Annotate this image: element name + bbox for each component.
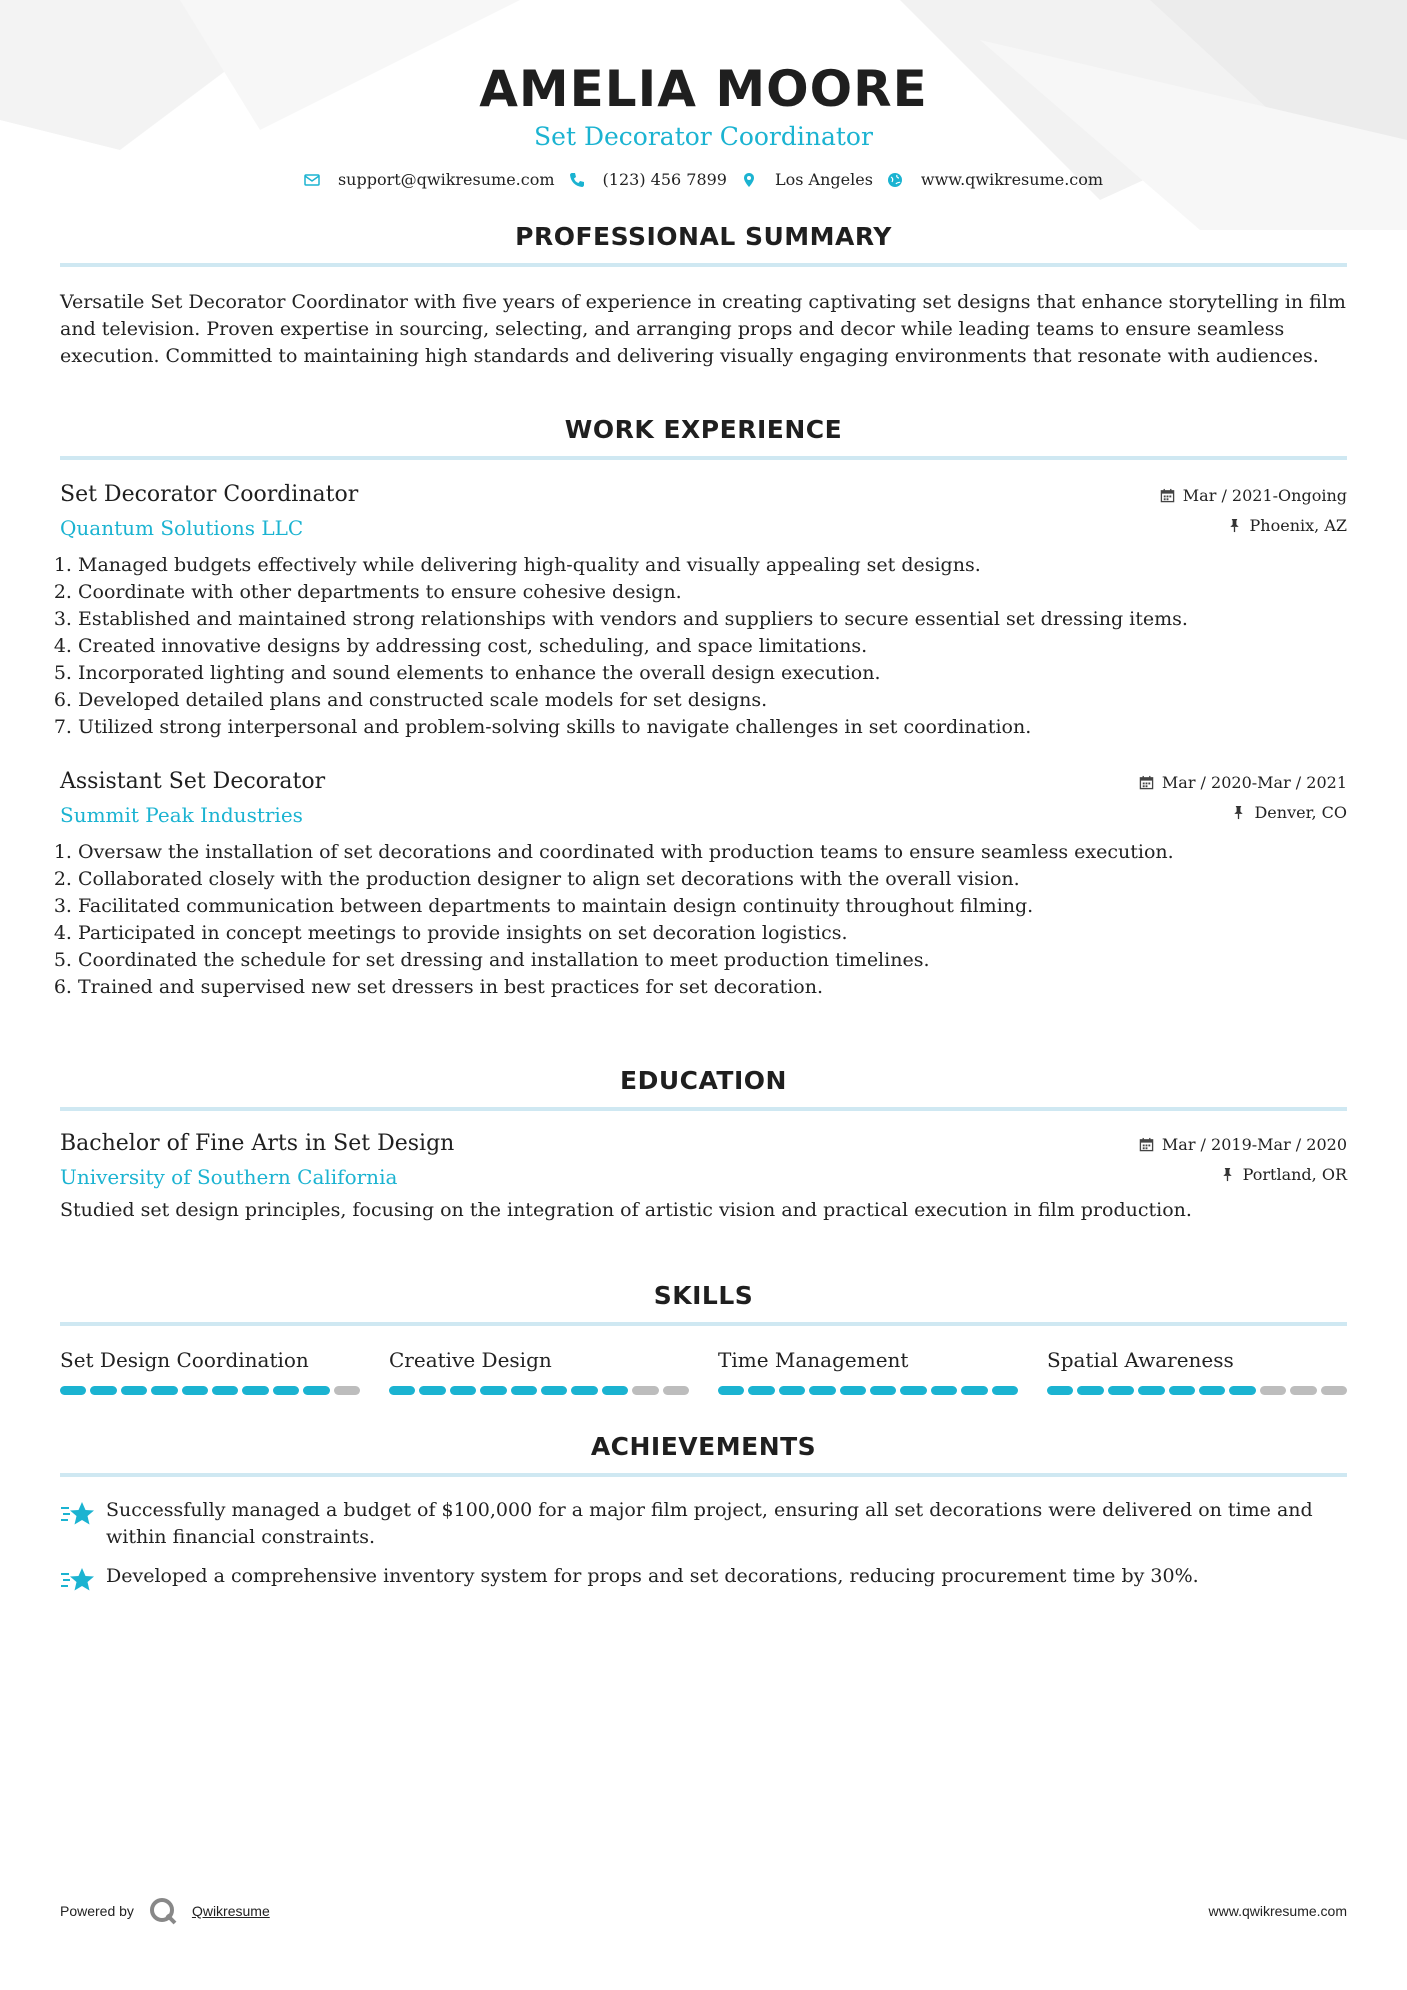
rating-segment-filled (571, 1386, 597, 1395)
phone-icon (569, 172, 585, 188)
rating-segment-filled (1169, 1386, 1195, 1395)
rating-segment-filled (748, 1386, 774, 1395)
resume-header (60, 0, 1347, 189)
job-location: Denver, CO (1254, 802, 1347, 822)
achievement-item (60, 1563, 1347, 1595)
star-icon (60, 1565, 96, 1595)
section-heading: PROFESSIONAL SUMMARY (515, 222, 892, 251)
powered-by-label: Powered by (60, 1903, 134, 1919)
section-heading: SKILLS (653, 1281, 754, 1310)
job-entry (60, 767, 1347, 1001)
rating-segment-empty (663, 1386, 689, 1395)
rating-segment-empty (1260, 1386, 1286, 1395)
map-pin-icon (741, 172, 757, 188)
rating-segment-filled (809, 1386, 835, 1395)
brand-link[interactable]: Qwikresume (191, 1903, 270, 1919)
contact-email-text: support@qwikresume.com (337, 170, 555, 189)
school-name: University of Southern California (60, 1165, 398, 1189)
rating-segment-filled (151, 1386, 177, 1395)
pushpin-icon (1231, 805, 1246, 820)
summary-section (60, 221, 1347, 370)
rating-segment-filled (90, 1386, 116, 1395)
contact-phone-text: (123) 456 7899 (602, 170, 727, 189)
job-location: Phoenix, AZ (1249, 515, 1347, 535)
rating-segment-filled (900, 1386, 926, 1395)
section-heading: ACHIEVEMENTS (590, 1432, 817, 1461)
rating-segment-empty (1321, 1386, 1347, 1395)
powered-by (60, 1896, 270, 1926)
achievements-list (60, 1497, 1347, 1595)
list-item: 3. Facilitated communication between departments to maintain design continuity throughout filming. (78, 893, 1347, 920)
rating-segment-empty (632, 1386, 658, 1395)
skills-list (60, 1346, 1347, 1395)
rating-segment-filled (450, 1386, 476, 1395)
qwikresume-logo-icon (148, 1896, 178, 1926)
rating-segment-filled (931, 1386, 957, 1395)
rating-segment-empty (334, 1386, 360, 1395)
globe-icon (887, 172, 903, 188)
job-title: Assistant Set Decorator (60, 769, 326, 794)
section-divider (60, 1322, 1347, 1326)
job-title: Set Decorator Coordinator (60, 482, 359, 507)
rating-segment-filled (1077, 1386, 1103, 1395)
contact-phone[interactable] (569, 170, 727, 189)
company-name: Summit Peak Industries (60, 803, 303, 827)
skill-name: Spatial Awareness (1047, 1348, 1234, 1372)
skill-name: Time Management (718, 1348, 909, 1372)
rating-segment-filled (389, 1386, 415, 1395)
achievements-section (60, 1431, 1347, 1595)
skill-item (389, 1346, 689, 1395)
contact-website[interactable] (887, 170, 1103, 189)
experience-section (60, 414, 1347, 1001)
candidate-name: AMELIA MOORE (479, 60, 928, 118)
rating-segment-filled (121, 1386, 147, 1395)
rating-segment-filled (212, 1386, 238, 1395)
section-divider (60, 456, 1347, 460)
company-name: Quantum Solutions LLC (60, 516, 304, 540)
rating-segment-filled (541, 1386, 567, 1395)
rating-segment-filled (1108, 1386, 1134, 1395)
contact-email[interactable] (304, 170, 555, 189)
section-heading: WORK EXPERIENCE (564, 415, 843, 444)
contact-bar (60, 170, 1347, 189)
skill-name: Set Design Coordination (60, 1348, 309, 1372)
skill-item (60, 1346, 360, 1395)
footer-website[interactable]: www.qwikresume.com (1208, 1903, 1347, 1919)
pushpin-icon (1220, 1167, 1235, 1182)
rating-segment-filled (1199, 1386, 1225, 1395)
skill-name: Creative Design (389, 1348, 552, 1372)
rating-segment-filled (870, 1386, 896, 1395)
rating-segment-filled (1229, 1386, 1255, 1395)
section-divider (60, 263, 1347, 267)
page-footer (60, 1896, 1347, 1926)
job-dates: Mar / 2020-Mar / 2021 (1161, 772, 1347, 792)
job-entry (60, 480, 1347, 741)
education-section (60, 1065, 1347, 1224)
rating-segment-filled (480, 1386, 506, 1395)
pushpin-icon (1227, 518, 1242, 533)
list-item: 2. Coordinate with other departments to ensure cohesive design. (78, 579, 1347, 606)
rating-segment-filled (779, 1386, 805, 1395)
skill-rating-bar (389, 1386, 689, 1395)
achievement-item (60, 1497, 1347, 1551)
contact-website-text: www.qwikresume.com (920, 170, 1104, 189)
list-item: 4. Participated in concept meetings to provide insights on set decoration logistics. (78, 920, 1347, 947)
job-responsibilities (60, 839, 1347, 1001)
rating-segment-filled (511, 1386, 537, 1395)
list-item: 1. Managed budgets effectively while delivering high-quality and visually appealing set designs. (78, 552, 1347, 579)
skills-section (60, 1280, 1347, 1395)
rating-segment-filled (419, 1386, 445, 1395)
contact-location-text: Los Angeles (774, 170, 873, 189)
rating-segment-filled (1138, 1386, 1164, 1395)
rating-segment-empty (1290, 1386, 1316, 1395)
rating-segment-filled (182, 1386, 208, 1395)
skill-rating-bar (718, 1386, 1018, 1395)
education-description: Studied set design principles, focusing on the integration of artistic vision and practical execution in film production. (60, 1199, 1192, 1221)
rating-segment-filled (718, 1386, 744, 1395)
list-item: 6. Developed detailed plans and constructed scale models for set designs. (78, 687, 1347, 714)
list-item: 6. Trained and supervised new set dressers in best practices for set decoration. (78, 974, 1347, 1001)
contact-location (741, 170, 873, 189)
section-heading: EDUCATION (620, 1066, 787, 1095)
section-divider (60, 1473, 1347, 1477)
education-dates: Mar / 2019-Mar / 2020 (1161, 1134, 1347, 1154)
calendar-icon (1139, 775, 1154, 790)
list-item: 5. Coordinated the schedule for set dressing and installation to meet production timelines. (78, 947, 1347, 974)
rating-segment-filled (60, 1386, 86, 1395)
summary-text: Versatile Set Decorator Coordinator with five years of experience in creating captivating set designs that enhance storytelling in film and television. Proven expertise in sourcing, selecting, and arranging props and decor while leading teams to ensure seamless execution. Committed to maintaining high standards and delivering visually engaging environments that resonate with audiences. (60, 291, 1346, 367)
list-item: 5. Incorporated lighting and sound elements to enhance the overall design execution. (78, 660, 1347, 687)
candidate-title: Set Decorator Coordinator (534, 122, 873, 151)
job-responsibilities (60, 552, 1347, 741)
rating-segment-filled (273, 1386, 299, 1395)
skill-rating-bar (60, 1386, 360, 1395)
calendar-icon (1139, 1137, 1154, 1152)
list-item: 4. Created innovative designs by addressing cost, scheduling, and space limitations. (78, 633, 1347, 660)
star-icon (60, 1499, 96, 1529)
list-item: 2. Collaborated closely with the production designer to align set decorations with the overall vision. (78, 866, 1347, 893)
calendar-icon (1160, 488, 1175, 503)
envelope-icon (304, 172, 320, 188)
achievement-text: Successfully managed a budget of $100,000 for a major film project, ensuring all set decorations were delivered on time and within financial constraints. (106, 1499, 1313, 1548)
section-divider (60, 1107, 1347, 1111)
list-item: 7. Utilized strong interpersonal and problem-solving skills to navigate challenges in set coordination. (78, 714, 1347, 741)
rating-segment-filled (242, 1386, 268, 1395)
rating-segment-filled (1047, 1386, 1073, 1395)
list-item: 1. Oversaw the installation of set decorations and coordinated with production teams to ensure seamless execution. (78, 839, 1347, 866)
rating-segment-filled (602, 1386, 628, 1395)
education-location: Portland, OR (1242, 1164, 1347, 1184)
job-dates: Mar / 2021-Ongoing (1182, 485, 1347, 505)
education-entry (60, 1129, 1347, 1224)
skill-item (718, 1346, 1018, 1395)
rating-segment-filled (992, 1386, 1018, 1395)
rating-segment-filled (961, 1386, 987, 1395)
degree-title: Bachelor of Fine Arts in Set Design (60, 1131, 455, 1156)
skill-item (1047, 1346, 1347, 1395)
list-item: 3. Established and maintained strong relationships with vendors and suppliers to secure essential set dressing items. (78, 606, 1347, 633)
skill-rating-bar (1047, 1386, 1347, 1395)
achievement-text: Developed a comprehensive inventory system for props and set decorations, reducing procurement time by 30%. (106, 1565, 1199, 1587)
rating-segment-filled (840, 1386, 866, 1395)
rating-segment-filled (303, 1386, 329, 1395)
